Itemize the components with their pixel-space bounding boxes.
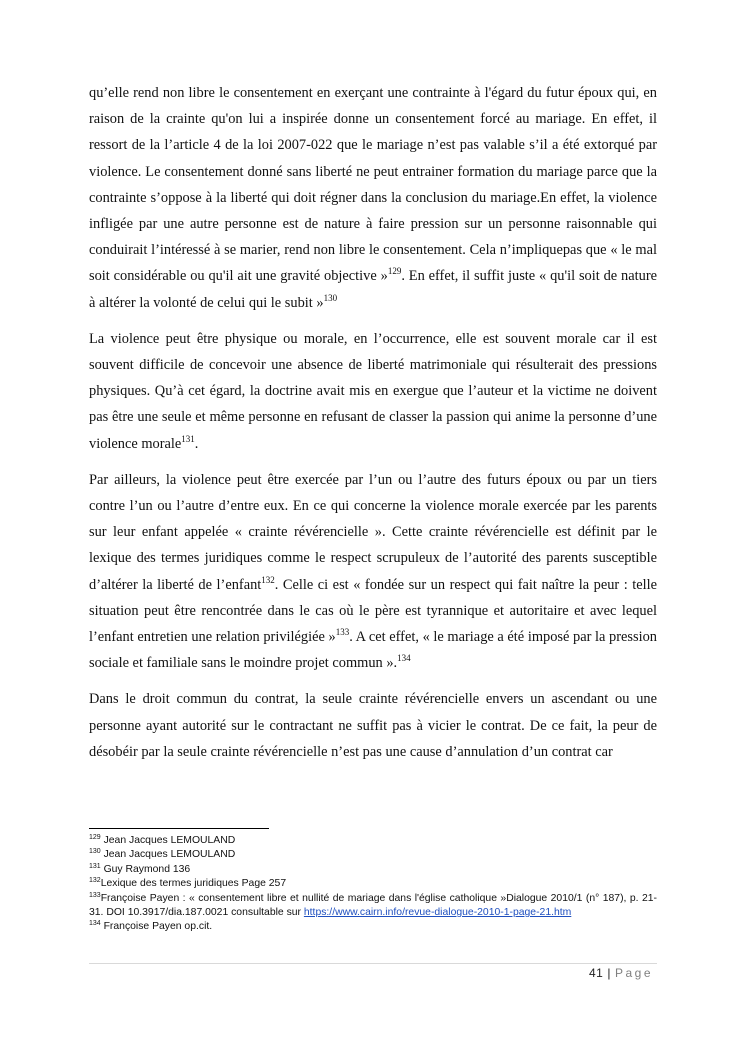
paragraph-text: . Celle ci est « fondée sur un respect qui fait naître la peur : telle situation peut être rencontrée dans le cas où le père est tyrannique et autoritaire et avec lequel l’enfant entretien une relation privilégiée » bbox=[89, 576, 657, 646]
paragraph-text: . bbox=[194, 435, 199, 452]
footnotes bbox=[89, 834, 657, 935]
paragraph-text: Dans le droit commun du contrat, la seule crainte révérencielle envers un ascendant ou une personne ayant autorité sur le contractant ne suffit pas à vicier le contrat. De ce fait, la peur de désobéir par la seule crainte révérencielle n’est pas une cause d’annulation d’un contrat car bbox=[89, 691, 657, 760]
footnote bbox=[89, 920, 657, 934]
footnote-number: 131 bbox=[89, 862, 101, 870]
footnote bbox=[89, 877, 657, 891]
paragraph bbox=[89, 686, 657, 765]
footnote-reference: 129 bbox=[387, 266, 402, 277]
footer-divider bbox=[89, 963, 657, 964]
footnote-reference: 132 bbox=[261, 574, 275, 585]
footnote-reference: 134 bbox=[397, 653, 411, 664]
footnote-separator bbox=[89, 828, 269, 829]
paragraph-text: La violence peut être physique ou morale, en l’occurrence, elle est souvent morale car il est souvent difficile de concevoir une absence de liberté matrimoniale qui résulterait des pressions physiques. Qu’à cet égard, la doctrine avait mis en exergue que l’auteur et la victime ne doivent pas être une seule et même personne en refusant de classer la passion qui anime la personne d’une violence morale bbox=[89, 330, 657, 452]
paragraph-text: . A cet effet, « le mariage a été imposé par la pression sociale et familiale sans le moindre projet commun ». bbox=[89, 629, 658, 672]
footnote-text: Françoise Payen op.cit. bbox=[100, 921, 213, 933]
footnote-reference: 130 bbox=[323, 292, 338, 303]
footnote-number: 134 bbox=[89, 920, 101, 928]
footnote bbox=[89, 834, 657, 848]
paragraph bbox=[89, 326, 657, 457]
footnote-text: Lexique des termes juridiques Page 257 bbox=[100, 878, 287, 890]
footnote bbox=[89, 848, 657, 862]
body-text bbox=[89, 80, 657, 775]
footnote bbox=[89, 892, 657, 921]
footnote-number: 132 bbox=[89, 877, 101, 885]
paragraph-text: Par ailleurs, la violence peut être exercée par l’un ou l’autre des futurs époux ou par un tiers contre l’un ou l’autre d’entre eux. En ce qui concerne la violence morale exercée par les parents sur leur enfant appelée « crainte révérencielle ». Cette crainte révérencielle est définit par le lexique des termes juridiques comme le respect scrupuleux de l’autorité des parents susceptible d’altérer la liberté de l’enfant bbox=[89, 471, 657, 593]
footnote-text: Jean Jacques LEMOULAND bbox=[100, 849, 236, 861]
footnote bbox=[89, 863, 657, 877]
paragraph-text: qu’elle rend non libre le consentement en exerçant une contrainte à l'égard du futur époux qui, en raison de la crainte qu'on lui a inspirée donne un consentement forcé au mariage. En effet, il ressort de la l’article 4 de la loi 2007-022 que le mariage n’est pas valable s’il a été extorqué par violence. Le consentement donné sans liberté ne peut entrainer formation du mariage parce que la contrainte s’oppose à la liberté qui doit régner dans la conclusion du mariage.En effet, la violence infligée par une autre personne est de nature à faire pression sur un personne raisonnable qui conduirait l’intéressé à se marier, rend non libre le consentement. Cela n’impliquepas que « le mal soit considérable ou qu'il ait une gravité objective » bbox=[89, 85, 657, 285]
paragraph bbox=[89, 80, 657, 316]
footnote-text: Françoise Payen : « consentement libre et nullité de mariage dans l'église catholique »Dialogue 2010/1 (n° 187), p. 21-31. DOI 10.3917/dia.187.0021 consultable sur bbox=[89, 892, 657, 919]
page-number: 41 bbox=[588, 966, 604, 980]
paragraph bbox=[89, 467, 657, 677]
footnote-reference: 131 bbox=[181, 433, 195, 444]
footnote-text: Jean Jacques LEMOULAND bbox=[100, 835, 236, 846]
footer-separator: | bbox=[607, 966, 611, 980]
footnote-number: 133 bbox=[89, 891, 101, 899]
footnote-link[interactable]: https://www.cairn.info/revue-dialogue-2010-1-page-21.htm bbox=[303, 907, 572, 919]
page-label: Page bbox=[614, 966, 653, 980]
footnote-number: 130 bbox=[89, 848, 101, 856]
footnote-reference: 133 bbox=[335, 627, 350, 638]
footnote-number: 129 bbox=[89, 834, 101, 841]
paragraph-text: . En effet, il suffit juste « qu'il soit de nature à altérer la volonté de celui qui le subit » bbox=[89, 268, 658, 311]
page-footer bbox=[589, 966, 653, 980]
footnote-text: Guy Raymond 136 bbox=[100, 863, 191, 875]
